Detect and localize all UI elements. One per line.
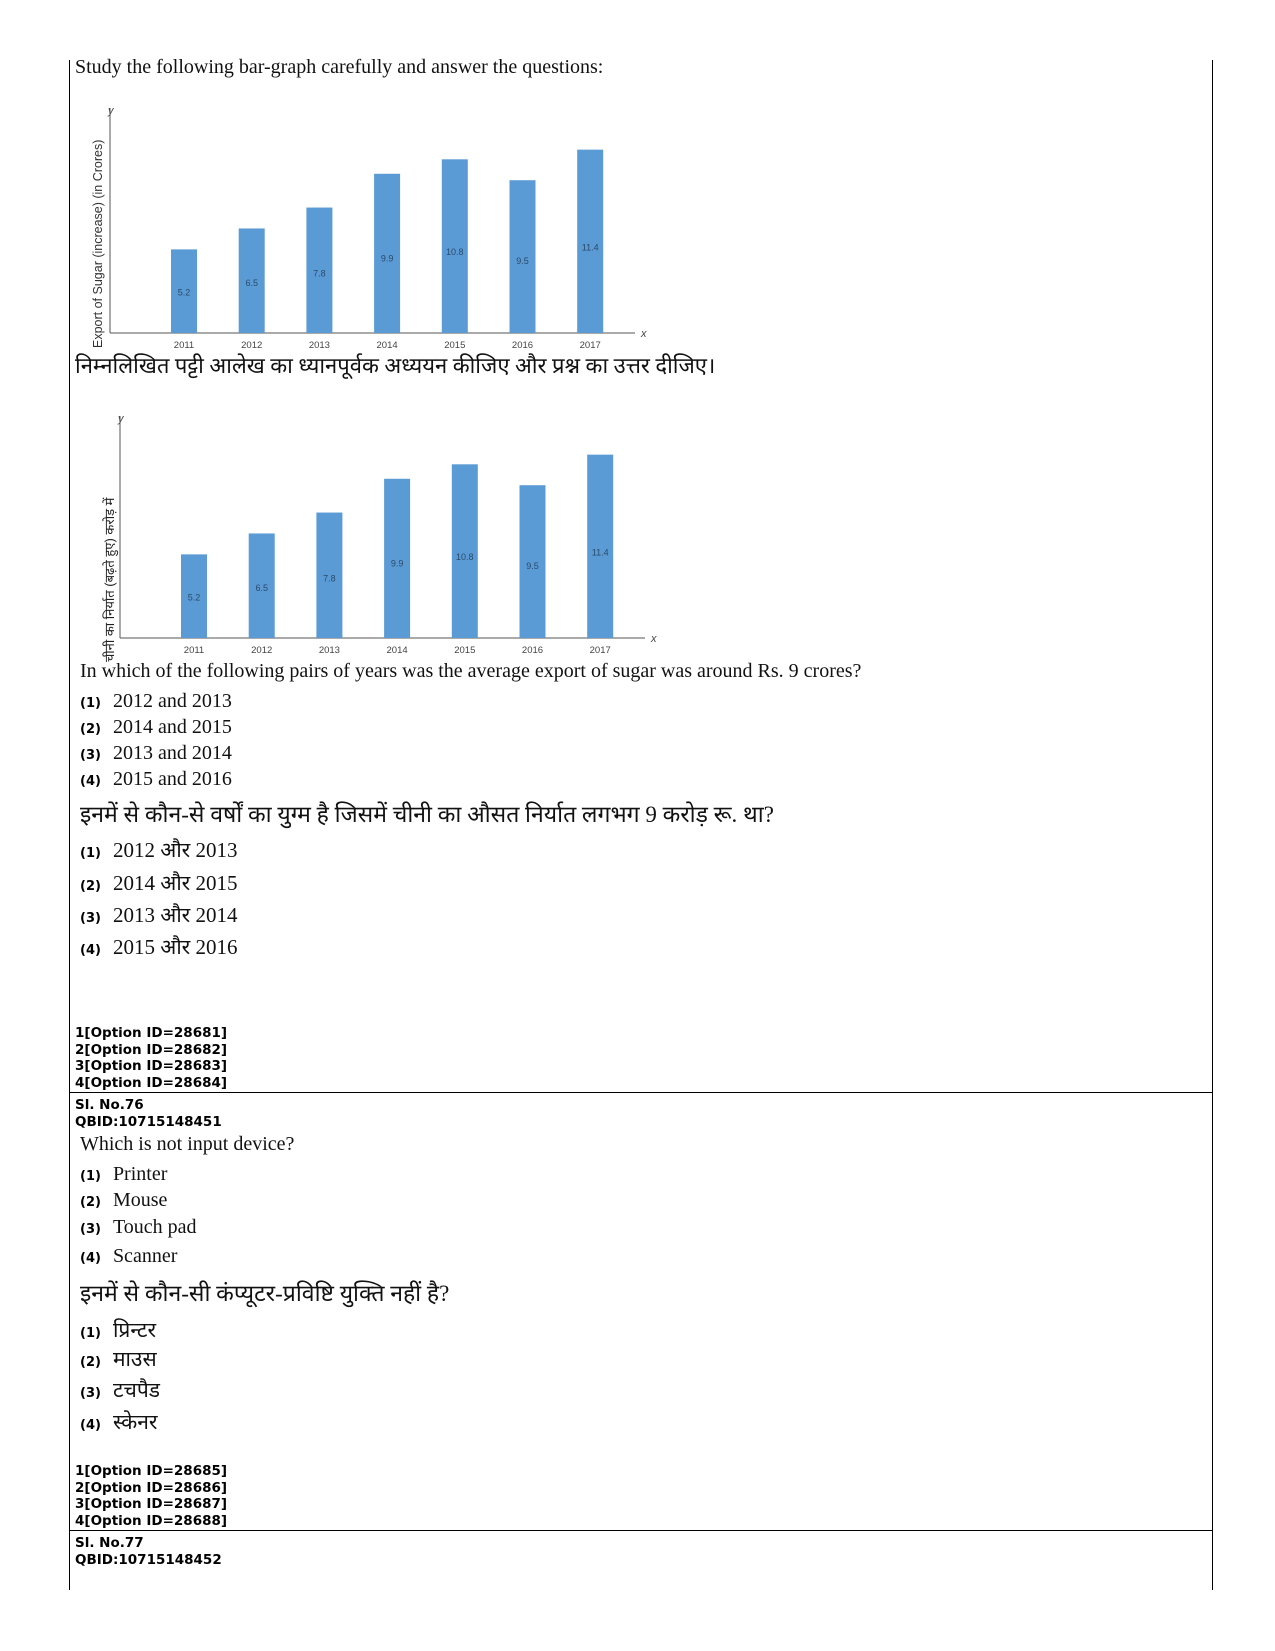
left-border-rule — [69, 60, 70, 1590]
tick-label-2017: 2017 — [589, 645, 611, 656]
tick-label-2013: 2013 — [318, 645, 340, 656]
q75-question-en: In which of the following pairs of years was the average export of sugar was around Rs. 9 crores? — [80, 660, 862, 682]
q77-header — [75, 1535, 222, 1568]
intro-hindi: निम्नलिखित पट्टी आलेख का ध्यानपूर्वक अध्ययन कीजिए और प्रश्न का उत्तर दीजिए। — [75, 353, 716, 378]
option-text: Scanner — [112, 1245, 178, 1267]
tick-label-2017: 2017 — [579, 340, 601, 351]
q75-option-ids — [75, 1025, 227, 1091]
q75-option-hi-4 — [80, 933, 238, 961]
option-id: 1[Option ID=28681] — [75, 1025, 228, 1041]
data-label-2017: 11.4 — [581, 242, 599, 253]
option-number: (2) — [80, 1195, 101, 1210]
option-number: (4) — [80, 1251, 101, 1266]
data-label-2012: 6.5 — [255, 582, 268, 593]
sl-no: Sl. No.76 — [75, 1097, 144, 1113]
option-number: (1) — [80, 1326, 101, 1341]
option-text: Printer — [112, 1163, 168, 1185]
option-number: (1) — [80, 1169, 101, 1184]
option-id: 3[Option ID=28683] — [75, 1058, 228, 1074]
divider — [69, 1530, 1213, 1531]
tick-label-2016: 2016 — [521, 645, 544, 656]
q75-option-en-2 — [80, 716, 232, 739]
bar-2017 — [577, 150, 603, 333]
q75-question-hi: इनमें से कौन-से वर्षों का युग्म है जिसमें चीनी का औसत निर्यात लगभग 9 करोड़ रू. था? — [80, 802, 774, 827]
option-text: 2015 और 2016 — [112, 935, 238, 959]
option-text: स्केनर — [112, 1410, 158, 1434]
q76-option-hi-1 — [80, 1316, 156, 1344]
tick-label-2012: 2012 — [241, 340, 263, 351]
data-label-2016: 9.5 — [516, 256, 529, 267]
tick-label-2015: 2015 — [454, 645, 476, 656]
q75-option-hi-2 — [80, 869, 238, 897]
data-label-2013: 7.8 — [313, 268, 326, 279]
option-text: 2013 और 2014 — [112, 903, 238, 927]
option-number: (1) — [80, 696, 101, 711]
q76-option-ids — [75, 1463, 227, 1529]
option-id: 3[Option ID=28687] — [75, 1496, 228, 1512]
y-axis-title: Export of Sugar (increase) (in Crores) — [91, 139, 105, 348]
q75-option-en-1 — [80, 690, 232, 713]
option-id: 2[Option ID=28682] — [75, 1041, 228, 1058]
option-text: 2014 और 2015 — [112, 871, 238, 895]
q76-option-hi-3 — [80, 1376, 160, 1404]
option-text: Mouse — [112, 1189, 168, 1211]
tick-label-2014: 2014 — [376, 340, 398, 351]
data-label-2012: 6.5 — [245, 277, 258, 288]
option-number: (1) — [80, 846, 101, 861]
option-id: 2[Option ID=28686] — [75, 1479, 228, 1496]
bar-2017 — [587, 455, 613, 638]
qbid: QBID:10715148452 — [75, 1551, 222, 1568]
option-text: 2013 and 2014 — [112, 742, 232, 764]
data-label-2015: 10.8 — [456, 551, 474, 562]
x-axis-letter: x — [651, 633, 657, 645]
data-label-2015: 10.8 — [446, 246, 464, 257]
data-label-2013: 7.8 — [323, 573, 336, 584]
data-label-2016: 9.5 — [526, 561, 539, 572]
data-label-2017: 11.4 — [591, 547, 609, 558]
q75-option-en-4 — [80, 768, 232, 791]
option-id: 1[Option ID=28685] — [75, 1463, 228, 1479]
y-axis-title: चीनी का निर्यात (बढ़ते हुए) करोड़ में — [102, 497, 117, 662]
q76-option-en-3 — [80, 1216, 197, 1239]
tick-label-2011: 2011 — [173, 340, 195, 351]
data-label-2014: 9.9 — [380, 253, 394, 264]
option-number: (3) — [80, 911, 101, 926]
q75-option-hi-1 — [80, 836, 238, 864]
tick-label-2015: 2015 — [444, 340, 466, 351]
option-text: 2014 and 2015 — [112, 716, 232, 738]
option-number: (4) — [80, 1418, 101, 1433]
option-id: 4[Option ID=28688] — [75, 1512, 228, 1529]
q75-option-hi-3 — [80, 901, 238, 929]
q76-question-hi: इनमें से कौन-सी कंप्यूटर-प्रविष्टि युक्ति नहीं है? — [80, 1281, 450, 1306]
x-axis-letter: x — [641, 328, 647, 340]
tick-label-2011: 2011 — [183, 645, 205, 656]
option-number: (4) — [80, 943, 101, 958]
option-number: (3) — [80, 1386, 101, 1401]
option-number: (2) — [80, 879, 101, 894]
q76-question-en: Which is not input device? — [80, 1133, 295, 1155]
bar-chart-english — [80, 100, 700, 370]
y-axis-letter: y — [118, 413, 124, 425]
sl-no: Sl. No.77 — [75, 1535, 144, 1551]
option-text: माउस — [112, 1347, 157, 1371]
tick-label-2013: 2013 — [308, 340, 330, 351]
option-number: (4) — [80, 774, 101, 789]
divider — [69, 1092, 1213, 1093]
option-number: (2) — [80, 1355, 101, 1370]
qbid: QBID:10715148451 — [75, 1113, 222, 1130]
bar-chart-hindi — [90, 408, 710, 690]
data-label-2011: 5.2 — [177, 287, 191, 298]
tick-label-2012: 2012 — [251, 645, 273, 656]
y-axis-letter: y — [108, 105, 114, 117]
q75-option-en-3 — [80, 742, 232, 765]
option-number: (3) — [80, 748, 101, 763]
option-text: 2015 and 2016 — [112, 768, 232, 790]
option-id: 4[Option ID=28684] — [75, 1074, 228, 1091]
intro-english: Study the following bar-graph carefully and answer the questions: — [75, 56, 604, 78]
option-text: Touch pad — [112, 1216, 197, 1238]
tick-label-2016: 2016 — [511, 340, 534, 351]
option-text: टचपैड — [112, 1378, 161, 1402]
q76-option-en-4 — [80, 1245, 177, 1268]
option-text: 2012 और 2013 — [112, 838, 238, 862]
q76-option-hi-4 — [80, 1408, 157, 1436]
option-text: प्रिन्टर — [112, 1318, 157, 1342]
option-number: (2) — [80, 722, 101, 737]
data-label-2011: 5.2 — [187, 592, 201, 603]
q76-option-hi-2 — [80, 1345, 157, 1373]
option-number: (3) — [80, 1222, 101, 1237]
right-border-rule — [1212, 60, 1213, 1590]
tick-label-2014: 2014 — [386, 645, 408, 656]
option-text: 2012 and 2013 — [112, 690, 232, 712]
q76-option-en-2 — [80, 1189, 167, 1212]
q76-header — [75, 1097, 222, 1130]
data-label-2014: 9.9 — [390, 558, 404, 569]
q76-option-en-1 — [80, 1163, 167, 1186]
